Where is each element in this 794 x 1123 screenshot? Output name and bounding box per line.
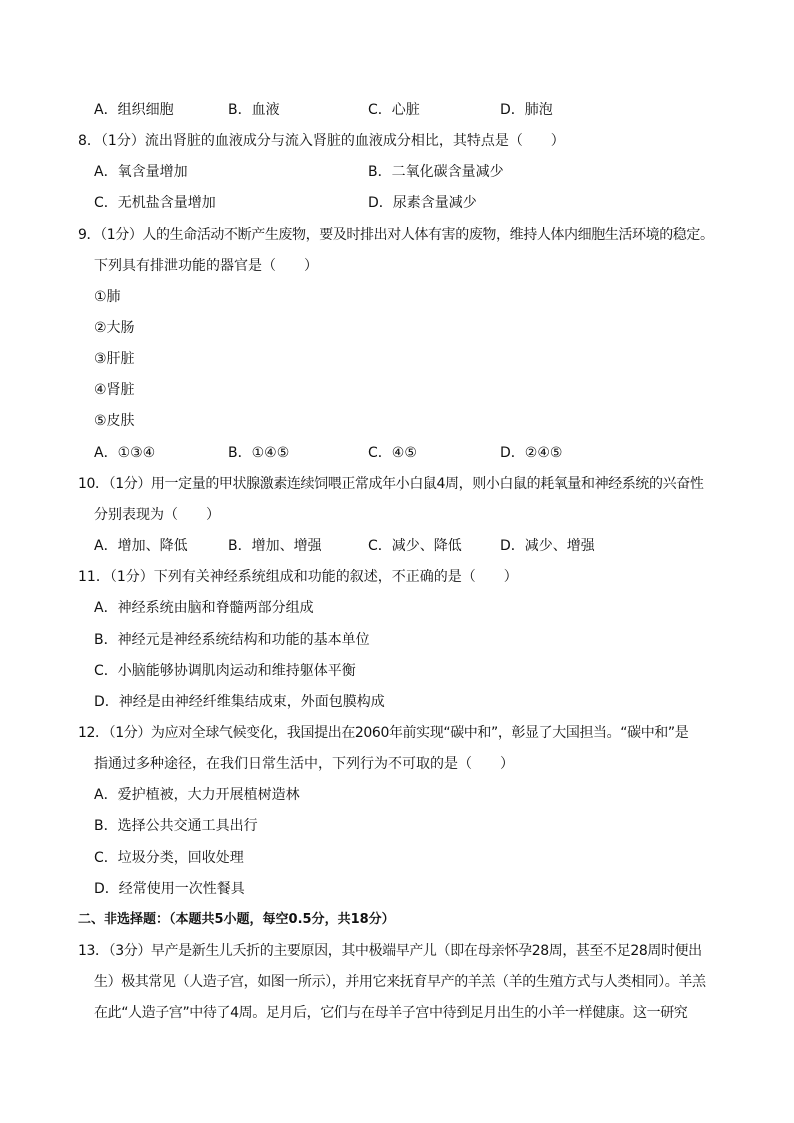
- q13-line2: 生）极其常见（人造子宫，如图一所示），并用它来抚育早产的羊羔（羊的生殖方式与人类相同）。羊羔: [94, 974, 706, 990]
- q9-stem-line2: 下列具有排泄功能的器官是（ ）: [94, 258, 318, 274]
- q8-option-a: A．氧含量增加: [94, 164, 188, 180]
- q10-option-a: A．增加、降低: [94, 538, 188, 554]
- q11-option-d: D．神经是由神经纤维集结成束，外面包膜构成: [94, 694, 385, 710]
- q8-option-d: D．尿素含量减少: [368, 195, 477, 211]
- q8-option-c: C．无机盐含量增加: [94, 195, 216, 211]
- q13-line1: 13．（3分）早产是新生儿夭折的主要原因，其中极端早产儿（即在母亲怀孕28周，甚至不足28周时便出: [78, 943, 702, 959]
- q12-option-b: B．选择公共交通工具出行: [94, 818, 258, 834]
- section-heading: 二、非选择题：（本题共5小题，每空0.5分，共18分）: [78, 912, 395, 927]
- q8-option-b: B．二氧化碳含量减少: [368, 164, 504, 180]
- q9-item-3: ③肝脏: [94, 351, 135, 367]
- q9-stem-line1: 9．（1分）人的生命活动不断产生废物，要及时排出对人体有害的废物，维持人体内细胞生活环境的稳定。: [78, 227, 714, 243]
- q11-option-c: C．小脑能够协调肌肉运动和维持躯体平衡: [94, 663, 356, 679]
- q10-stem-line1: 10．（1分）用一定量的甲状腺激素连续饲喂正常成年小白鼠4周，则小白鼠的耗氧量和神经系统的兴奋性: [78, 476, 704, 492]
- q7-option-a: A．组织细胞: [94, 102, 174, 118]
- q9-item-1: ①肺: [94, 289, 121, 305]
- q12-option-d: D．经常使用一次性餐具: [94, 881, 245, 897]
- q9-option-b: B．①④⑤: [228, 445, 290, 461]
- q12-stem-line2: 指通过多种途径，在我们日常生活中，下列行为不可取的是（ ）: [94, 756, 514, 772]
- q12-option-c: C．垃圾分类，回收处理: [94, 850, 244, 866]
- q10-option-d: D．减少、增强: [500, 538, 595, 554]
- q10-stem-line2: 分别表现为（ ）: [94, 507, 220, 523]
- q7-option-c: C．心脏: [368, 102, 420, 118]
- q9-item-5: ⑤皮肤: [94, 413, 135, 429]
- q10-option-b: B．增加、增强: [228, 538, 322, 554]
- q9-option-c: C．④⑤: [368, 445, 417, 461]
- q11-option-a: A．神经系统由脑和脊髓两部分组成: [94, 600, 314, 616]
- q10-option-c: C．减少、降低: [368, 538, 462, 554]
- q7-option-d: D．肺泡: [500, 102, 553, 118]
- q13-line3: 在此“人造子宫”中待了4周。足月后，它们与在母羊子宫中待到足月出生的小羊一样健康。这一研究: [94, 1005, 688, 1021]
- q11-stem: 11．（1分）下列有关神经系统组成和功能的叙述，不正确的是（ ）: [78, 569, 518, 585]
- q8-stem: 8．（1分）流出肾脏的血液成分与流入肾脏的血液成分相比，其特点是（ ）: [78, 133, 565, 149]
- q12-option-a: A．爱护植被，大力开展植树造林: [94, 787, 300, 803]
- q7-option-b: B．血液: [228, 102, 280, 118]
- q9-option-a: A．①③④: [94, 445, 156, 461]
- q9-item-4: ④肾脏: [94, 382, 135, 398]
- q9-option-d: D．②④⑤: [500, 445, 563, 461]
- q9-item-2: ②大肠: [94, 320, 135, 336]
- q12-stem-line1: 12．（1分）为应对全球气候变化，我国提出在2060年前实现“碳中和”，彰显了大国担当。“碳中和”是: [78, 725, 689, 741]
- q11-option-b: B．神经元是神经系统结构和功能的基本单位: [94, 632, 370, 648]
